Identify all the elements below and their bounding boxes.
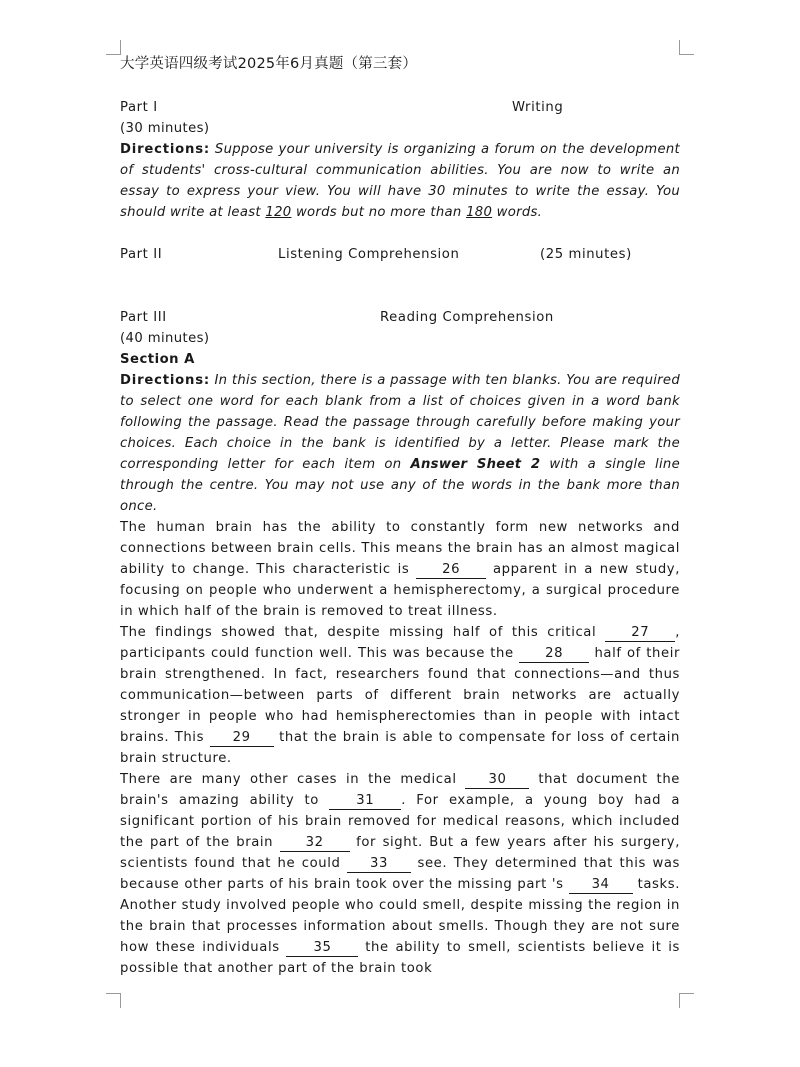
max-words: 180 [466, 205, 493, 220]
part1-directions [120, 139, 680, 223]
answer-sheet-ref: Answer Sheet 2 [410, 457, 541, 472]
passage-text: , participants could function well. This was because the [120, 625, 680, 661]
passage-paragraph-2 [120, 622, 680, 769]
blank-28: 28 [519, 645, 589, 663]
blank-29: 29 [210, 729, 274, 747]
passage-text: that the brain is able to compensate for loss of certain brain structure. [120, 730, 680, 766]
blank-30: 30 [465, 771, 529, 789]
part3-time: (40 minutes) [120, 331, 210, 346]
part3-label: Part III [120, 310, 167, 325]
passage-text: There are many other cases in the medical [120, 772, 466, 787]
min-words: 120 [265, 205, 292, 220]
directions-label: Directions: [120, 142, 210, 157]
part2-name: Listening Comprehension [278, 247, 460, 262]
directions-label: Directions: [120, 373, 210, 388]
document-body [120, 54, 680, 979]
blank-27: 27 [605, 624, 675, 642]
part1-directions-text: Suppose your university is organizing a forum on the development of students' cross-cultural communication abilities. You are now to write an essay to express your view. You will have 30 minutes to write the essay. You should write at least [120, 142, 680, 220]
blank-32: 32 [280, 834, 350, 852]
passage-text: see. They determined that this was because other parts of his brain took over the missing part 's [120, 856, 680, 892]
part3-directions-end: with a single line through the centre. You may not use any of the words in the bank more than once. [120, 457, 680, 514]
crop-mark-top-right [679, 40, 694, 55]
part3-heading [120, 307, 680, 328]
part2-time: (25 minutes) [540, 247, 632, 262]
blank-34: 34 [569, 876, 633, 894]
part3-directions [120, 370, 680, 517]
part3-name: Reading Comprehension [380, 310, 554, 325]
passage-text: . For example, a young boy had a significant portion of his brain removed for medical reasons, which included the part of the brain [120, 793, 680, 850]
part1-label: Part I [120, 100, 158, 115]
part1-heading [120, 97, 680, 118]
passage-text: half of their brain strengthened. In fact, researchers found that connections—and thus communication—between parts of different brain networks are actually stronger in people who had hemispherectomies than in people with intact brains. This [120, 646, 680, 745]
crop-mark-bottom-left [106, 993, 121, 1008]
passage-text: that document the brain's amazing ability to [120, 772, 680, 808]
part1-time: (30 minutes) [120, 121, 210, 136]
part2-heading [120, 244, 680, 265]
passage-paragraph-1 [120, 517, 680, 622]
passage-paragraph-3 [120, 769, 680, 979]
part1-name: Writing [512, 100, 564, 115]
blank-33: 33 [347, 855, 411, 873]
section-a-heading: Section A [120, 352, 195, 367]
crop-mark-bottom-right [679, 993, 694, 1008]
blank-35: 35 [286, 939, 358, 957]
passage-text: The findings showed that, despite missing half of this critical [120, 625, 606, 640]
part2-label: Part II [120, 247, 163, 262]
document-title: 大学英语四级考试2025年6月真题（第三套） [120, 56, 418, 72]
part1-directions-end: words. [492, 205, 543, 220]
part1-directions-mid: words but no more than [291, 205, 467, 220]
crop-mark-top-left [106, 40, 121, 55]
blank-26: 26 [416, 561, 486, 579]
passage-text: apparent in a new study, focusing on people who underwent a hemispherectomy, a surgical procedure in which half of the brain is removed to treat illness. [120, 562, 680, 619]
part3-directions-text: In this section, there is a passage with ten blanks. You are required to select one word for each blank from a list of choices given in a word bank following the passage. Read the passage through carefully before making your choices. Each choice in the bank is identified by a letter. Please mark the corresponding letter for each item on [120, 373, 680, 472]
passage-text: tasks. Another study involved people who could smell, despite missing the region in the brain that processes information about smells. Though they are not sure how these individuals [120, 877, 680, 955]
blank-31: 31 [329, 792, 401, 810]
passage-text: the ability to smell, scientists believe it is possible that another part of the brain took [120, 940, 681, 976]
passage-text: for sight. But a few years after his surgery, scientists found that he could [120, 835, 680, 871]
passage-text: The human brain has the ability to constantly form new networks and connections between brain cells. This means the brain has an almost magical ability to change. This characteristic is [120, 520, 680, 577]
